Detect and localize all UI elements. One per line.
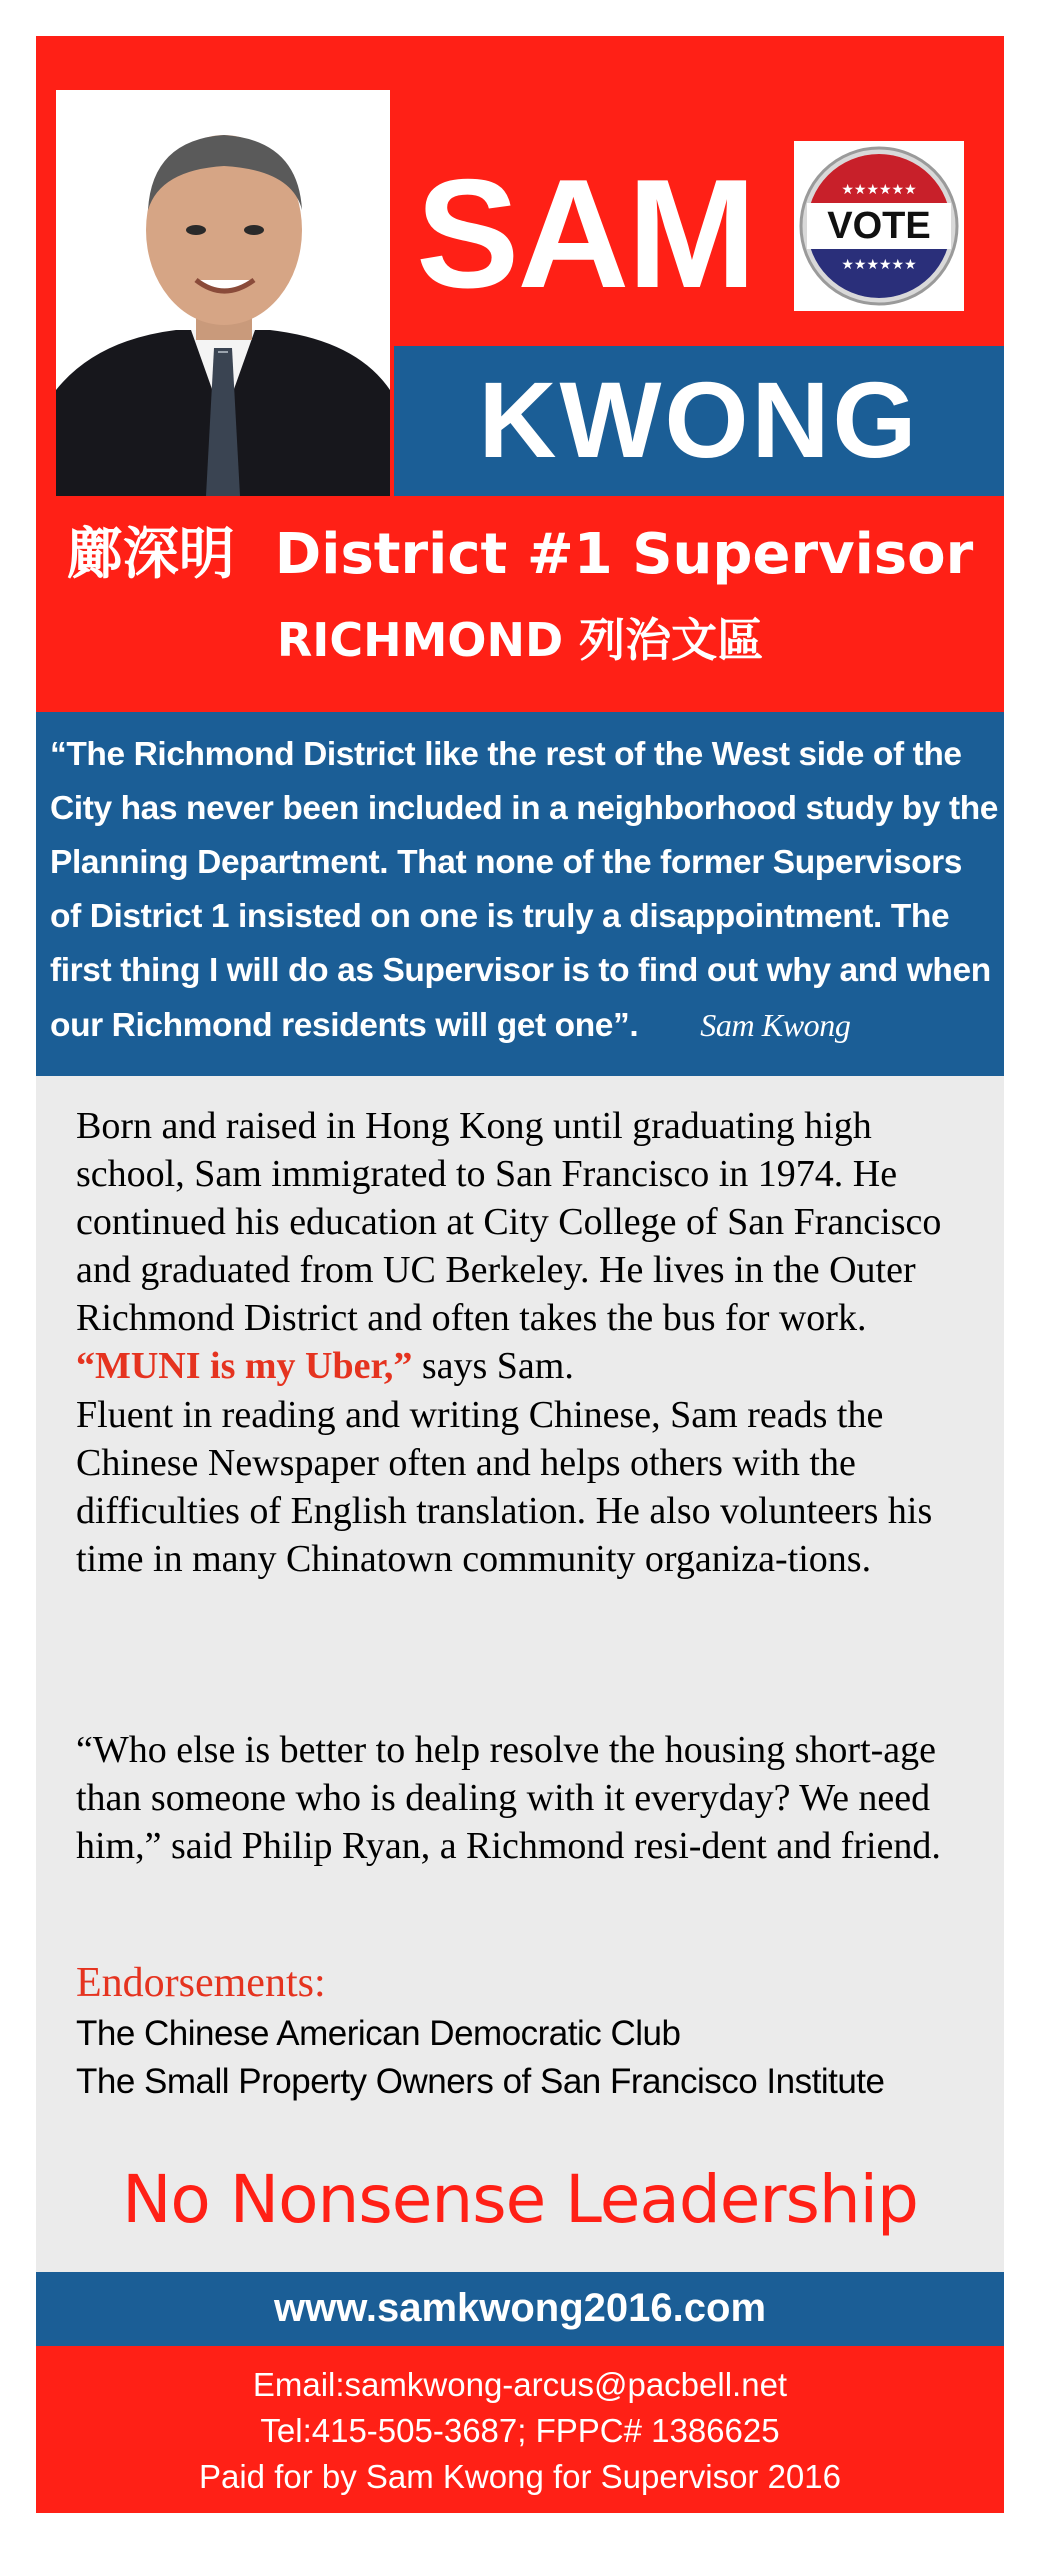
- vote-label: VOTE: [827, 205, 931, 247]
- endorsements-title: Endorsements:: [76, 1960, 326, 2006]
- district-name: RICHMOND 列治文區: [276, 613, 764, 667]
- quote-section: [36, 712, 1004, 1076]
- vote-stars-top: ★★★★★★: [841, 182, 917, 198]
- bio-paragraph-2: Fluent in reading and writing Chinese, Sam reads the Chinese Newspaper often and helps others with the difficulties of English translation. He also volunteers his time in many Chinatown community organiza-tions.: [76, 1394, 933, 1580]
- bio-paragraph-1: [76, 1102, 976, 1390]
- quote-body: “The Richmond District like the rest of the West side of the City has never been included in a neighborhood study by the Planning Department. That none of the former Supervisors of District 1 insisted on one is truly a disappointment. The first thing I will do as Supervisor is to find out why and when our Richmond residents will get one”.: [50, 736, 999, 1044]
- office-title: [36, 520, 1004, 590]
- campaign-slogan: No Nonsense Leadership: [122, 2161, 918, 2238]
- candidate-last-name: KWONG: [478, 359, 920, 480]
- bio-paragraph-3: “Who else is better to help resolve the housing short-age than someone who is dealing with it everyday? We need him,” said Philip Ryan, a Richmond resi-dent and friend.: [76, 1729, 941, 1867]
- paid-for-disclaimer: Paid for by Sam Kwong for Supervisor 2016: [198, 2458, 841, 2495]
- bio-text-end: says Sam.: [412, 1345, 574, 1387]
- candidate-quote: [50, 728, 1000, 1053]
- candidate-chinese-name: 鄺深明: [66, 522, 235, 587]
- website-link[interactable]: www.samkwong2016.com: [273, 2286, 767, 2330]
- last-name-band: [394, 346, 1004, 496]
- muni-quote: “MUNI is my Uber,”: [76, 1345, 413, 1387]
- contact-email[interactable]: Email:samkwong-arcus@pacbell.net: [252, 2366, 788, 2403]
- contact-phone: Tel:415-505-3687; FPPC# 1386625: [260, 2412, 780, 2449]
- vote-stars-bottom: ★★★★★★: [841, 257, 917, 273]
- endorsement-item: The Chinese American Democratic Club: [76, 2014, 681, 2053]
- website-band: [36, 2272, 1004, 2346]
- bio-text: Born and raised in Hong Kong until graduating high school, Sam immigrated to San Francisco in 1974. He continued his education at City College of San Francisco and graduated from UC Berkeley. He lives in the Outer Richmond District and often takes the bus for work.: [76, 1105, 942, 1339]
- vote-badge: [794, 141, 964, 311]
- header-section: [36, 36, 1004, 712]
- candidate-photo: [56, 90, 390, 496]
- campaign-card: [36, 36, 1004, 2513]
- quote-signature: Sam Kwong: [700, 1007, 851, 1043]
- footer-section: [36, 2346, 1004, 2513]
- vote-button-icon: [794, 141, 964, 311]
- endorsement-item: The Small Property Owners of San Francisco Institute: [76, 2062, 885, 2101]
- candidate-first-name: SAM: [416, 147, 755, 320]
- candidate-portrait-image: [56, 90, 390, 496]
- office-name: District #1 Supervisor: [274, 522, 974, 587]
